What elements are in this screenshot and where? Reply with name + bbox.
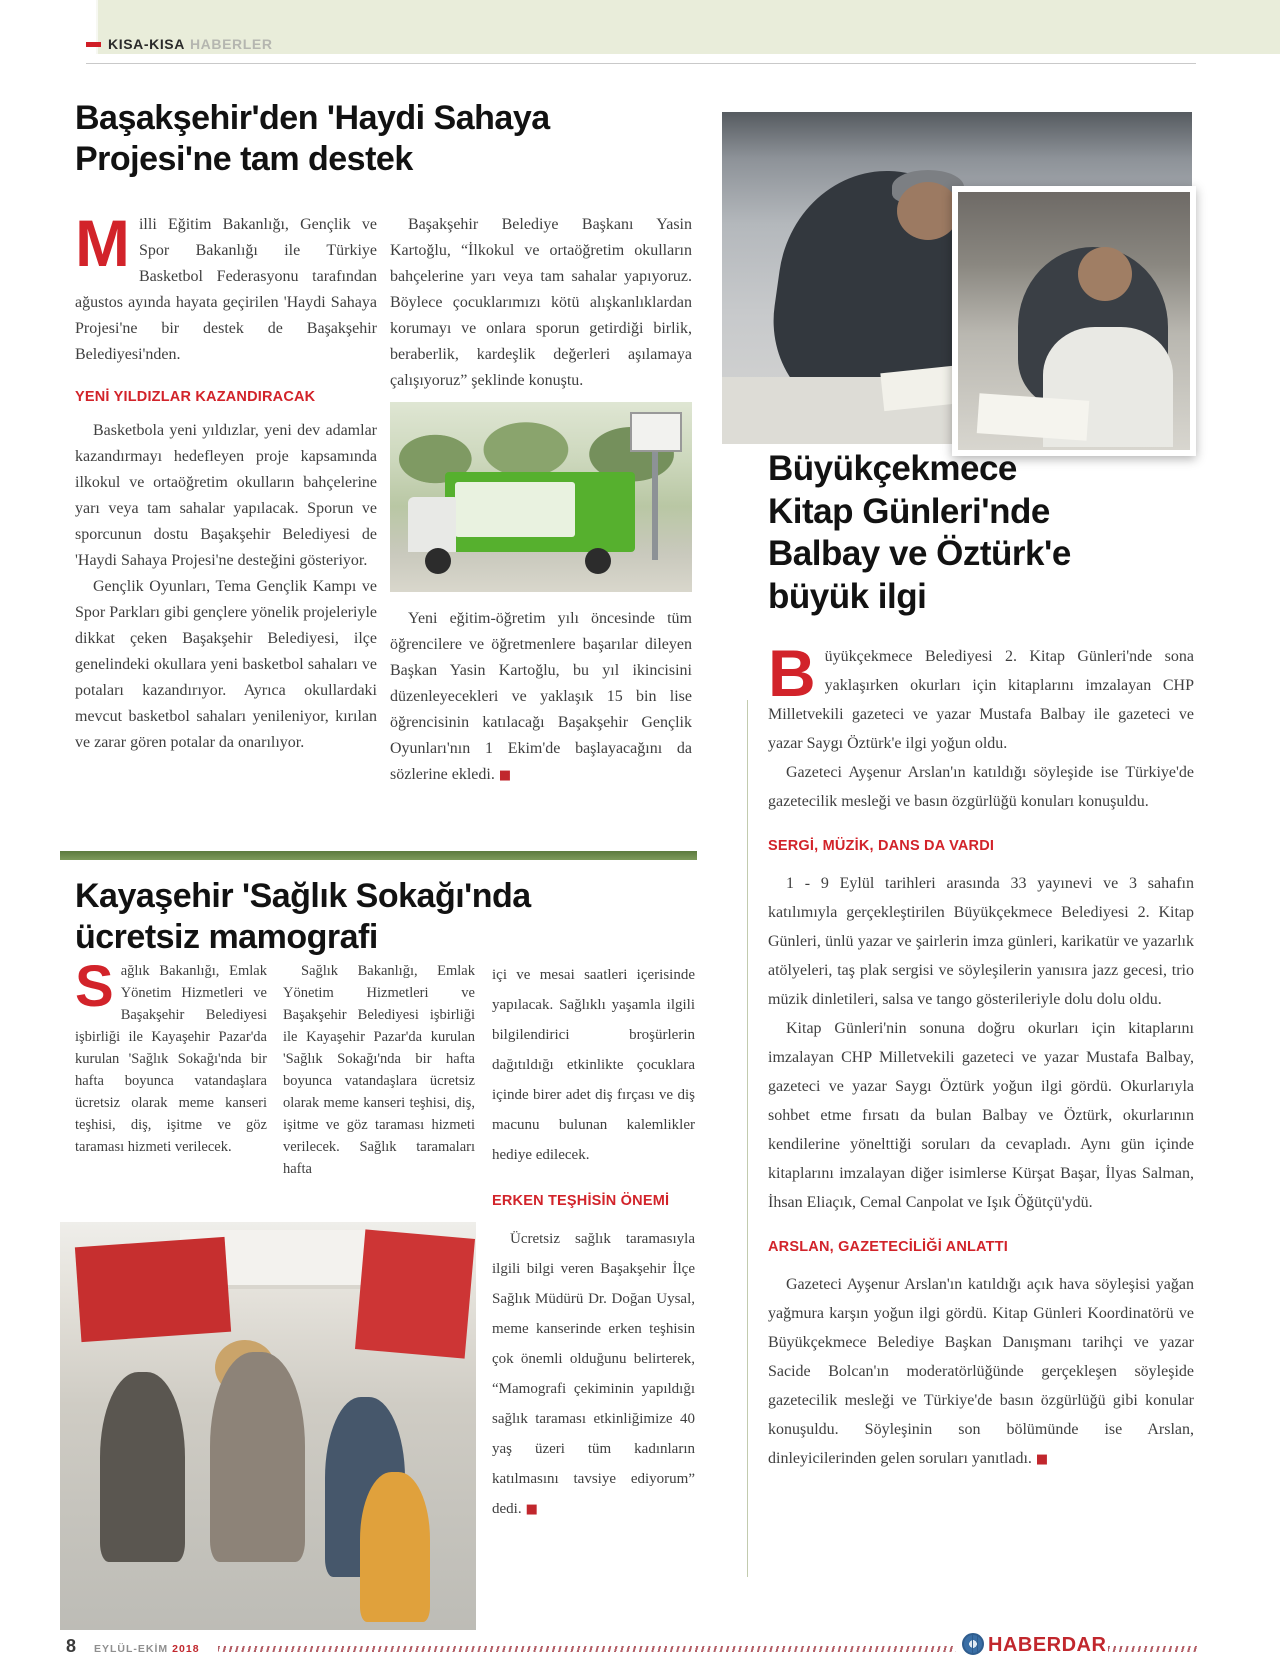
article2-intro [768,642,1194,758]
article2-end-mark: ■ [1035,1452,1049,1467]
article2-paragraph3: Kitap Günleri'nin sonuna doğru okurları için kitaplarını imzalayan CHP Milletvekili gazeteci ve yazar Mustafa Balbay, gazeteci ve yazar Saygı Öztürk yoğun ilgi gördü. Okurlarıyla sohbet etme fırsatı da bulan Balbay ve Öztürk, okurlarının kendilerine yönelttiği soruları da cevapladı. Aynı gün içinde kitaplarını imzalayan diğer isimlerse Kürşat Başar, İlyas Salman, İhsan Eliaçık, Cemal Canpolat ve Işık Öğütçü'ydü. [768,1020,1194,1211]
article1-paragraph2: Gençlik Oyunları, Tema Gençlik Kampı ve Spor Parkları gibi gençlere yönelik projeleriyle dikkat çeken Başakşehir Belediyesi, ilçe genelindeki okullara yeni basketbol sahaları ve potaları kazandırıyor. Ayrıca okullardaki mevcut basketbol sahaları yenileniyor, kırılan ve zarar gören potalar da onarılıyor. [75,578,377,751]
article2-paragraph1: Gazeteci Ayşenur Arslan'ın katıldığı söyleşide ise Türkiye'de gazetecilik mesleği ve basın özgürlüğü konuları konuşuldu. [768,764,1194,810]
article1-end-mark: ■ [498,768,512,783]
article3-closing-text: Ücretsiz sağlık taramasıyla ilgili bilgi veren Başakşehir İlçe Sağlık Müdürü Dr. Doğan Uysal, meme kanserinde erken teşhisin çok önemli olduğunu belirterek, “Mamografi çekiminin yapıldığı sağlık taraması etkinliğimize 40 yaş üzeri tüm kadınların katılmasını tavsiye ediyorum” dedi. [492,1231,695,1517]
issue-months: EYLÜL-EKİM [94,1643,169,1655]
article1-intro [75,206,377,368]
article1-title-line1: Başakşehir'den 'Haydi Sahaya [75,99,550,137]
article2-title-line3: Balbay ve Öztürk'e [768,534,1071,574]
photo-basketball-truck [390,402,692,592]
article2-title-line2: Kitap Günleri'nde [768,491,1050,531]
photo-truck-wheel-shape [585,548,611,574]
globe-icon [962,1633,984,1655]
article2-title-line4: büyük ilgi [768,577,927,617]
article3-paragraph1: içi ve mesai saatleri içerisinde yapılacak. Sağlıklı yaşamla ilgili bilgilendirici broşürlerin dağıtıldığı etkinlikte çocuklara içinde birer adet diş fırçası ve diş macunu bulunan kalemlikler hediye edilecek. [492,967,695,1163]
article2-subhead1: SERGİ, MÜZİK, DANS DA VARDI [768,838,995,854]
article1-closing-paragraph [390,606,692,789]
photo-backboard-shape [630,412,682,452]
kicker-section: KISA-KISA [108,36,185,52]
photo-person-shape [100,1372,185,1562]
article3-intro-text: ağlık Bakanlığı, Emlak Yönetim Hizmetleri ve Başakşehir Belediyesi işbirliği ile Kayaşehir Pazar'da kurulan 'Sağlık Sokağı'nda bir hafta boyunca vatandaşlara ücretsiz olarak meme kanseri teşhisi, diş, işitme ve göz taraması hizmeti verilecek. [75,963,267,1155]
article1-intro-text: illi Eğitim Bakanlığı, Gençlik ve Spor Bakanlığı ile Türkiye Basketbol Federasyonu tarafından ağustos ayında hayata geçirilen 'Haydi Sahaya Projesi'ne bir destek de Başakşehir Belediyesi'nden. [75,216,377,363]
photo-child-shape [360,1472,430,1622]
kicker-dash-icon [86,42,101,47]
article3-dropcap: S [75,960,114,1019]
photo-turkish-flag-shape [355,1229,475,1358]
article3-end-mark: ■ [525,1502,538,1517]
page-number: 8 [66,1636,77,1656]
footer-zigzag-left [218,1646,956,1652]
issue-year: 2018 [172,1643,200,1655]
photo-truck-cab-shape [408,497,456,552]
header-band [96,0,1280,54]
column-divider-rule [747,700,748,1577]
brand-name: HABERDAR [988,1634,1107,1656]
article2-closing-text: Gazeteci Ayşenur Arslan'ın katıldığı açık hava söyleşisi yağan yağmura karşın yoğun ilgi gördü. Kitap Günleri Koordinatörü ve Büyükçekmece Belediye Başkan Danışmanı tarihçi ve yazar Sacide Bolcan'ın moderatörlüğünde gerçekleşen söyleşide gazetecilik mesleği ve Türkiye'de basın özgürlüğü gibi konular konuşuldu. Söyleşinin son bölümünde ise Arslan, dinleyicilerinden gelen soruları yanıtladı. [768,1276,1194,1467]
article3-column3 [492,960,695,1625]
article3-title-line1: Kayaşehir 'Sağlık Sokağı'nda [75,877,531,915]
article3-divider-bar [60,851,697,860]
photo-book-signing-inset [952,186,1196,456]
footer-zigzag-right [1108,1646,1198,1652]
photo-health-street-crowd [60,1222,476,1630]
header-rule [86,63,1196,64]
issue-date [94,1643,200,1655]
article3-column2-text: Sağlık Bakanlığı, Emlak Yönetim Hizmetleri ve Başakşehir Belediyesi işbirliği ile Kayaşehir Pazar'da kurulan 'Sağlık Sokağı'nda bir hafta boyunca vatandaşlara ücretsiz olarak meme kanseri teşhisi, diş, işitme ve göz taraması hizmeti verilecek. Sağlık taramaları hafta [283,963,475,1177]
photo-man-head-shape [897,182,959,240]
photo-turkish-flag-shape [75,1237,231,1342]
photo-man-head-shape [1078,247,1132,301]
article3-title-line2: ücretsiz mamografi [75,917,378,956]
article2-paragraph4 [768,1270,1194,1474]
article3-subhead: ERKEN TEŞHİSİN ÖNEMİ [492,1193,670,1209]
section-kicker [86,36,273,52]
photo-truck-panel-shape [455,482,575,537]
article1-column1 [75,206,377,756]
article2-subhead2: ARSLAN, GAZETECİLİĞİ ANLATTI [768,1239,1009,1255]
article3-column1 [75,960,267,1212]
article1-dropcap: M [75,206,130,280]
article2-title-line1: Büyükçekmece [768,449,1017,488]
article3-column2 [283,960,475,1212]
article2-title [768,448,1198,619]
article1-column2 [390,212,692,789]
article1-subhead: YENİ YILDIZLAR KAZANDIRACAK [75,389,316,405]
article2-body [768,642,1194,1587]
article2-intro-text: üyükçekmece Belediyesi 2. Kitap Günleri'nde sona yaklaşırken okurları için kitaplarını imzalayan CHP Milletvekili gazeteci ve yazar Mustafa Balbay ile gazeteci ve yazar Saygı Öztürk'e ilgi yoğun oldu. [768,648,1194,752]
article1-title-line2: Projesi'ne tam destek [75,139,413,178]
photo-truck-wheel-shape [425,548,451,574]
article1-quote-paragraph: Başakşehir Belediye Başkanı Yasin Kartoğlu, “İlkokul ve ortaöğretim okulların bahçelerine yarı veya tam sahalar yapıyoruz. Böylece çocuklarımızı kötü alışkanlıklardan korumayı ve onlara sporun getirdiği birlik, beraberlik, kardeşlik değerleri aşılamaya çalışıyoruz” şeklinde konuştu. [390,216,692,389]
photo-person-shape [210,1352,305,1562]
article3-paragraph2 [492,1224,695,1525]
article2-dropcap: B [768,642,816,710]
article3-intro [75,960,267,1158]
photo-book-shape [977,393,1090,441]
magazine-brand [962,1633,1106,1657]
article1-title [75,98,715,180]
article2-paragraph2: 1 - 9 Eylül tarihleri arasında 33 yayınevi ve 3 sahafın katılımıyla gerçekleştirilen Büyükçekmece Belediyesi 2. Kitap Günleri, ünlü yazar ve şairlerin imza günleri, karikatür ve yazarlık atölyeleri, taş plak sergisi ve söyleşilerin yanısıra jazz gecesi, trio müzik dinletileri, salsa ve tango gösterileriyle dolu dolu oldu. [768,875,1194,1008]
article1-closing-text: Yeni eğitim-öğretim yılı öncesinde tüm öğrencilere ve öğretmenlere başarılar dileyen Başkan Yasin Kartoğlu, bu yıl ikincisini düzenleyecekleri ve yaklaşık 15 bin lise öğrencisinin katılacağı Başakşehir Gençlik Oyunları'nın 1 Ekim'de başlayacağını da sözlerine ekledi. [390,610,692,783]
kicker-label: HABERLER [189,36,273,52]
article3-title [75,876,715,958]
article1-paragraph1: Basketbola yeni yıldızlar, yeni dev adamlar kazandırmayı hedefleyen proje kapsamında ilkokul ve ortaöğretim okulların bahçelerine yarı veya tam sahalar yapılacak. Sporun ve sporcunun dostu Başakşehir Belediyesi de 'Haydi Sahaya Projesi'ne desteğini gösteriyor. [75,422,377,569]
